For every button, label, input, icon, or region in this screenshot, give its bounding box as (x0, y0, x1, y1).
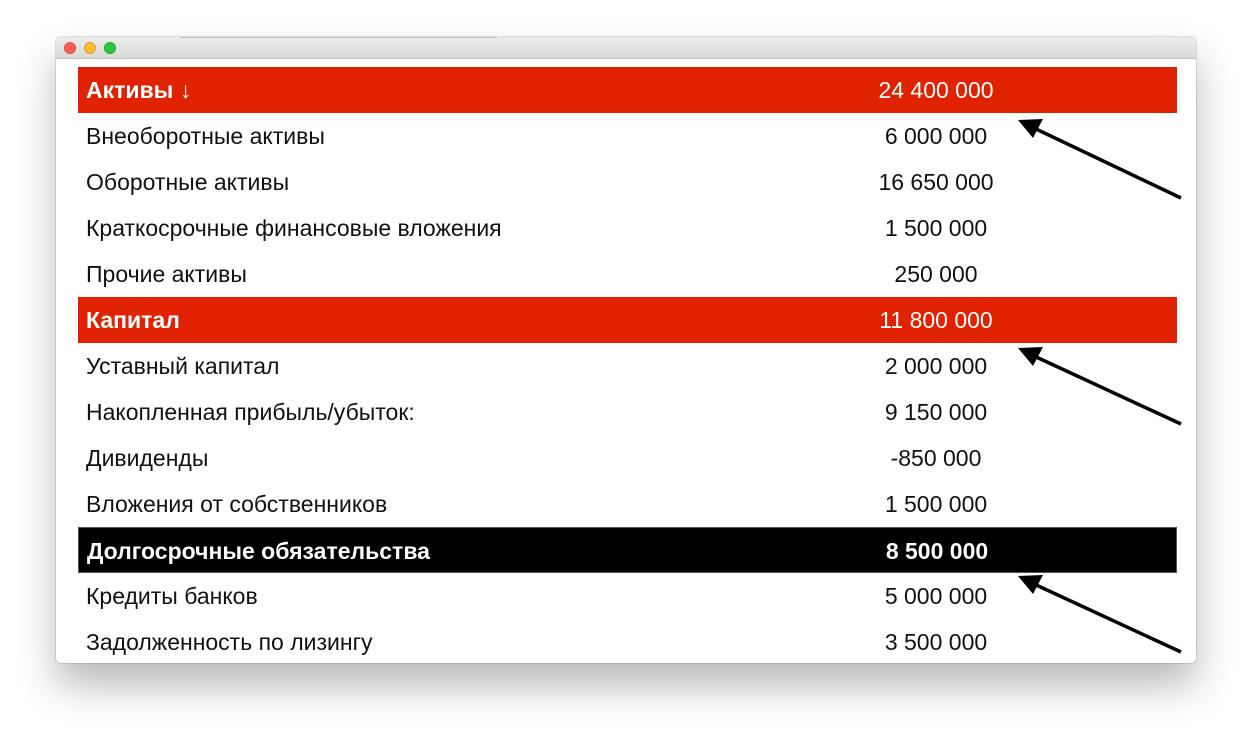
tab-indicator (181, 37, 497, 38)
row-value: 24 400 000 (878, 77, 994, 103)
table-row (78, 251, 1177, 297)
row-value: 6 000 000 (884, 123, 988, 149)
row-label: Кредиты банков (86, 583, 258, 609)
section-header-capital[interactable] (78, 297, 1177, 343)
row-label: Краткосрочные финансовые вложения (86, 215, 502, 241)
row-label: Накопленная прибыль/убыток: (86, 399, 415, 425)
table-row (78, 343, 1177, 389)
row-label: Долгосрочные обязательства (87, 538, 430, 564)
row-label: Активы ↓ (86, 77, 192, 103)
row-label: Прочие активы (86, 261, 247, 287)
row-label: Внеоборотные активы (86, 123, 325, 149)
row-value: 1 500 000 (884, 215, 988, 241)
table-row (78, 573, 1177, 619)
row-label: Задолженность по лизингу (86, 629, 373, 655)
row-value: 250 000 (894, 261, 978, 287)
row-value: 8 500 000 (885, 538, 989, 564)
row-value: 11 800 000 (879, 307, 993, 333)
table-row (78, 389, 1177, 435)
row-label: Оборотные активы (86, 169, 290, 195)
minimize-window-button[interactable] (84, 42, 96, 54)
table-row (78, 205, 1177, 251)
row-label: Вложения от собственников (86, 491, 388, 517)
row-label: Дивиденды (86, 445, 209, 471)
table-row (78, 619, 1177, 663)
row-value: 16 650 000 (878, 169, 994, 195)
table-row (78, 159, 1177, 205)
row-value: 9 150 000 (884, 399, 988, 425)
maximize-window-button[interactable] (104, 42, 116, 54)
app-window (56, 37, 1196, 663)
table-row (78, 481, 1177, 527)
row-value: 5 000 000 (884, 583, 988, 609)
title-bar (56, 37, 1196, 59)
section-header-long-term-liabilities[interactable] (78, 527, 1177, 573)
row-label: Капитал (86, 307, 180, 333)
row-label: Уставный капитал (86, 353, 280, 379)
row-value: 3 500 000 (884, 629, 988, 655)
close-window-button[interactable] (64, 42, 76, 54)
table-row (78, 435, 1177, 481)
row-value: -850 000 (890, 445, 982, 471)
table-row (78, 113, 1177, 159)
balance-table (78, 67, 1177, 663)
row-value: 2 000 000 (884, 353, 988, 379)
row-value: 1 500 000 (884, 491, 988, 517)
section-header-assets[interactable] (78, 67, 1177, 113)
